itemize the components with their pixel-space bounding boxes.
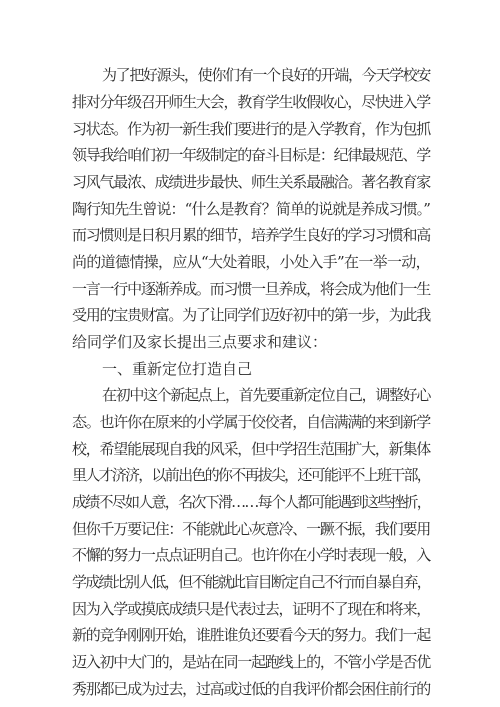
text-line: 学成绩比别人低，但不能就此盲目断定自己不行而自暴自弃，	[72, 573, 430, 591]
text-line: 里人才济济，以前出色的你不再拔尖，还可能评不上班干部，	[72, 466, 430, 484]
text-line: 成绩不尽如人意，名次下滑……每个人都可能遇到这些挫折，	[72, 493, 430, 511]
text-line: 一言一行中逐渐养成。而习惯一旦养成，将会成为他们一生	[72, 280, 430, 298]
text-line: 排对分年级召开师生大会，教育学生收假收心，尽快进入学	[72, 93, 430, 111]
text-line: 领导我给咱们初一年级制定的奋斗目标是：纪律最规范、学	[72, 146, 430, 164]
text-line: 为了把好源头，使你们有一个良好的开端，今天学校安	[102, 66, 430, 84]
text-line: 陶行知先生曾说：“什么是教育？简单的说就是养成习惯。”	[72, 200, 430, 218]
section-heading-text: 一、重新定位打造自己	[102, 360, 253, 378]
text-line: 而习惯则是日积月累的细节，培养学生良好的学习习惯和高	[72, 226, 430, 244]
text-line: 因为入学或摸底成绩只是代表过去，证明不了现在和将来，	[72, 600, 430, 618]
text-line: 态。也许你在原来的小学属于佼佼者，自信满满的来到新学	[72, 413, 430, 431]
text-line: 习状态。作为初一新生我们要进行的是入学教育，作为包抓	[72, 120, 430, 138]
text-line: 习风气最浓、成绩进步最快、师生关系最融洽。著名教育家	[72, 173, 430, 191]
text-line: 在初中这个新起点上，首先要重新定位自己，调整好心	[102, 386, 430, 404]
text-line: 受用的宝贵财富。为了让同学们迈好初中的第一步，为此我	[72, 306, 430, 324]
text-line: 给同学们及家长提出三点要求和建议：	[72, 333, 328, 351]
text-line: 但你千万要记住：不能就此心灰意冷、一蹶不振，我们要用	[72, 520, 430, 538]
text-line: 尚的道德情操，应从“大处着眼，小处入手”在一举一动，	[72, 253, 430, 271]
text-line: 迈入初中大门的，是站在同一起跑线上的，不管小学是否优	[72, 653, 430, 671]
text-line: 校，希望能展现自我的风采，但中学招生范围扩大，新集体	[72, 440, 430, 458]
text-line: 新的竞争刚刚开始，谁胜谁负还要看今天的努力。我们一起	[72, 626, 430, 644]
text-line: 不懈的努力一点点证明自己。也许你在小学时表现一般，入	[72, 546, 430, 564]
text-line: 秀那都已成为过去，过高或过低的自我评价都会困住前行的	[72, 680, 430, 698]
